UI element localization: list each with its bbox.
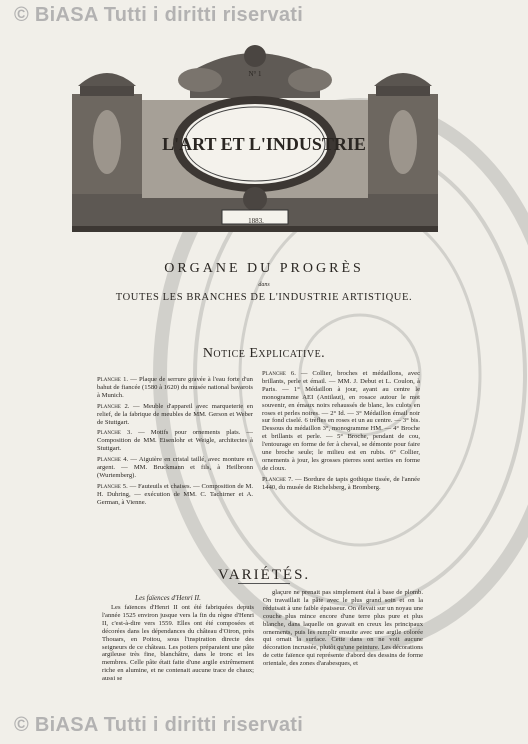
plate-label: Planche 4. bbox=[97, 456, 129, 464]
plate-label: Planche 1. bbox=[97, 376, 129, 383]
publication-year: 1883. bbox=[248, 217, 264, 225]
varietes-heading: VARIÉTÉS. bbox=[217, 567, 311, 583]
plate-text: — Plaque de serrure gravée à l'eau forte d'un bahut de fiancée (1580 à 1620) du musée national bavarois à Munich. bbox=[97, 376, 253, 399]
plate-entry bbox=[97, 429, 253, 453]
plate-label: Planche 7. bbox=[262, 475, 293, 483]
plate-label: Planche 6. bbox=[262, 370, 296, 377]
issue-number: N° 1 bbox=[248, 70, 262, 78]
subtitle-branches: TOUTES LES BRANCHES DE L'INDUSTRIE ARTISTIQUE. bbox=[115, 292, 413, 303]
plate-entry bbox=[262, 476, 420, 492]
article-paragraph: Les faïences d'Henri II ont été fabriquées depuis l'année 1525 environ jusque vers la fin du règne d'Henri II, c'est-à-dire vers 1559. Elles ont été composées et décorées dans les dépendances du château d'Oiron, près Thouars, en Poitou, sous l'inspiration directe des seigneurs de ce château. Les potiers préparaient une pâte argileuse très fine, blanchâtre, dans le tronc et les membres. Celle pâte était faite d'une argile extrêmement riche en alumine, et ne contenait aucune trace de chaux; aussi se bbox=[102, 604, 254, 683]
plate-text: — Fauteuils et chaises. — Composition de M. H. Duhring, — exécution de MM. C. Tachirner et A. German, à Vienne. bbox=[97, 482, 253, 506]
notice-right-column bbox=[262, 370, 420, 495]
plate-entry bbox=[97, 376, 253, 400]
notice-heading: Notice Explicative. bbox=[202, 346, 326, 361]
watermark-top: © BiASA Tutti i diritti riservati bbox=[14, 4, 304, 26]
subtitle-organe: ORGANE DU PROGRÈS bbox=[164, 261, 364, 276]
watermark-bottom: © BiASA Tutti i diritti riservati bbox=[14, 714, 304, 736]
plate-label: Planche 2. bbox=[97, 402, 130, 410]
journal-title: L'ART ET L'INDUSTRIE bbox=[162, 134, 366, 154]
plate-text: — Motifs pour ornements plats. — Composition de MM. Eisenlohr et Weigle, architectes à Stuttgart. bbox=[97, 429, 253, 453]
plate-text: — Bordure de tapis gothique tissée, de l'année 1440, du musée de Richelsberg, à Bromberg. bbox=[262, 475, 420, 491]
plate-text: — Meuble d'appareil avec marqueterie en relief, de la fabrique de meubles de MM. Gerson et Weber de Stuttgart. bbox=[97, 402, 253, 426]
plate-label: Planche 3. bbox=[97, 429, 132, 437]
plate-entry bbox=[97, 456, 253, 480]
article-right-column bbox=[263, 589, 423, 668]
plate-text: — Collier, broches et médaillons, avec brillants, perle et émail. — MM. J. Debut et L. Coulon, à Paris. — 1° Médaillon à jour, ayant au centre le monogramme AEI (Antilaut), en rosace autour le mot souvenir, en émaux noirs rehaussés de blanc, les culots en roses et perles noires. — 2° Id. — 3° Médaillon émail noir sur fond ciselé. 6 trèfles en roses et un au centre. — 3° bis. Dessous du médaillon 3°, monogramme HM. — 4° Broche et brillants et perle. — 5° Broche, pendant de cou, l'entourage en forme de fer à cheval, se démonte pour faire une broche seule; le milieu est en rubis. 6° Collier, ornements à jour, les grosses pierres sont serties en forme de cloux. bbox=[262, 370, 420, 472]
plate-entry bbox=[97, 403, 253, 427]
plate-entry bbox=[97, 483, 253, 507]
plate-label: Planche 5. bbox=[97, 482, 128, 490]
subtitle-dans: dans bbox=[258, 282, 270, 288]
plate-entry bbox=[262, 370, 420, 473]
heading-rule bbox=[238, 583, 290, 584]
plate-text: — Aiguière en cristal taillé, avec monture en argent. — MM. Bruckmann et fils, à Heilbronn (Wurtemberg). bbox=[97, 456, 253, 479]
notice-left-column bbox=[97, 376, 253, 510]
article-paragraph: glaçure ne prenait pas simplement étal à base de plomb. On travaillait la pâte avec le plus grand soin et on la réduisait à une faible épaisseur. On élevait sur un noyau une couche plus mince encore d'une terre plus pure et plus blanche, dans laquelle on gravait en creux les principaux ornements, puis les remplir ensuite avec une argile colorée qui ornait la surface. Cette dans on ne voit aucune décoration incrustée, plutôt qu'une peinture. Les décorations de cette faïence qui représente d'abord des dessins de forme orientale, des zones d'arabesques, et bbox=[263, 589, 423, 668]
article-left-column bbox=[102, 604, 254, 683]
article-title: Les faïences d'Henri II. bbox=[135, 594, 201, 602]
